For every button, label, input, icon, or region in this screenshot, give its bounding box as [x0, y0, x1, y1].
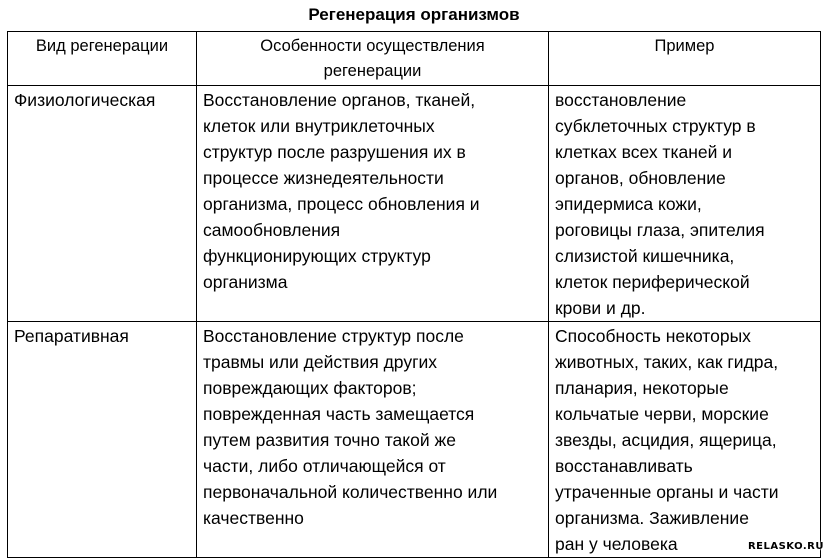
cell-features [197, 322, 549, 558]
features-line: Восстановление структур после [203, 326, 464, 346]
features-line: структур после разрушения их в [203, 142, 466, 162]
example-line: клеток периферической [555, 272, 750, 292]
example-line: слизистой кишечника, [555, 246, 735, 266]
features-line: функционирующих структур [203, 246, 431, 266]
features-line: первоначальной количественно или [203, 482, 498, 502]
table-row [8, 322, 821, 558]
features-line: повреждающих факторов; [203, 378, 417, 398]
header-type [8, 32, 197, 86]
cell-example [549, 322, 821, 558]
example-line: органов, обновление [555, 168, 726, 188]
example-line: субклеточных структур в [555, 116, 756, 136]
example-line: планария, некоторые [555, 378, 729, 398]
header-example [549, 32, 821, 86]
table-row [8, 86, 821, 322]
header-example-label: Пример [654, 37, 715, 55]
example-line: кольчатые черви, морские [555, 404, 769, 424]
example-line: Способность некоторых [555, 326, 751, 346]
header-features [197, 32, 549, 86]
example-line: животных, таких, как гидра, [555, 352, 779, 372]
example-line: звезды, асцидия, ящерица, [555, 430, 777, 450]
cell-example [549, 86, 821, 322]
header-features-line: Особенности осуществления [260, 37, 485, 55]
regeneration-table [7, 31, 821, 558]
regeneration-type: Физиологическая [14, 90, 156, 110]
watermark: RELASKO.RU [747, 541, 824, 552]
header-type-label: Вид регенерации [35, 37, 169, 55]
features-line: части, либо отличающейся от [203, 456, 446, 476]
features-line: травмы или действия других [203, 352, 437, 372]
example-line: эпидермиса кожи, [555, 194, 702, 214]
features-line: клеток или внутриклеточных [203, 116, 435, 136]
cell-type [8, 322, 197, 558]
example-line: восстановление [555, 90, 687, 110]
page-title: Регенерация организмов [308, 5, 520, 24]
features-line: Восстановление органов, тканей, [203, 90, 476, 110]
regeneration-type: Репаративная [14, 326, 129, 346]
example-line: крови и др. [555, 298, 646, 318]
features-line: организма [203, 272, 288, 292]
cell-type [8, 86, 197, 322]
features-line: поврежденная часть замещается [203, 404, 475, 424]
example-line: восстанавливать [555, 456, 693, 476]
features-line: самообновления [203, 220, 341, 240]
cell-features [197, 86, 549, 322]
features-line: качественно [203, 508, 304, 528]
features-line: процессе жизнедеятельности [203, 168, 444, 188]
table-header-row [8, 32, 821, 86]
example-line: организма. Заживление [555, 508, 749, 528]
example-line: роговицы глаза, эпителия [555, 220, 765, 240]
example-line: ран у человека [555, 534, 678, 554]
features-line: организма, процесс обновления и [203, 194, 480, 214]
features-line: путем развития точно такой же [203, 430, 456, 450]
example-line: утраченные органы и части [555, 482, 779, 502]
header-features-line: регенерации [323, 62, 422, 80]
example-line: клетках всех тканей и [555, 142, 733, 162]
